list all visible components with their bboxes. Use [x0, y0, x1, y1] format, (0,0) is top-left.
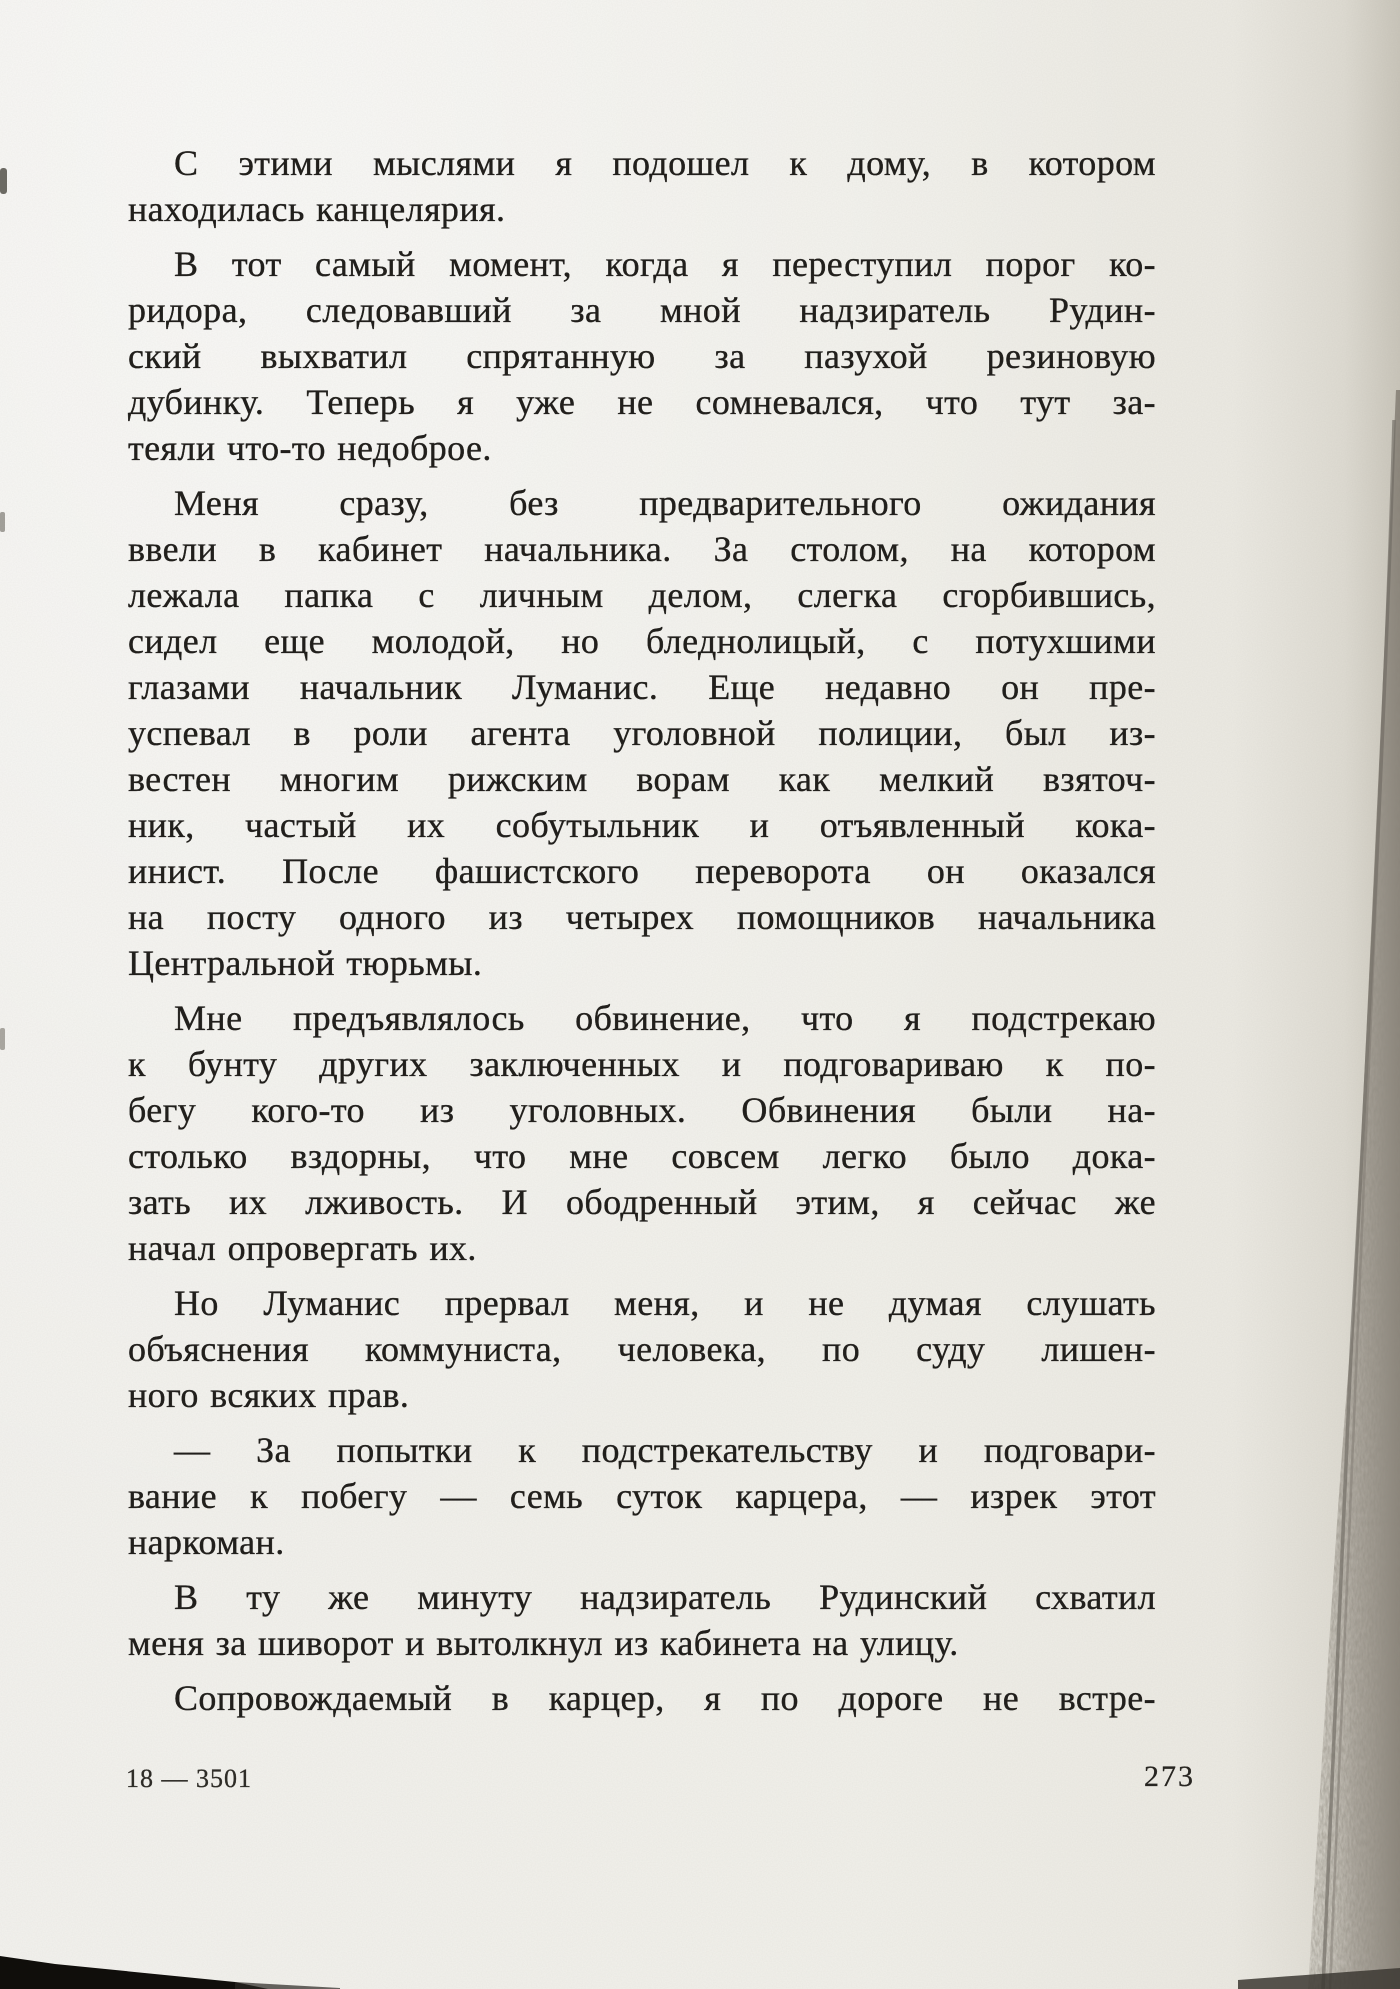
dark-corner-bottom-left — [0, 1956, 268, 1989]
text-line: В тот самый момент, когда я переступил порог ко- — [174, 244, 1156, 284]
text-line: Центральной тюрьмы. — [128, 943, 483, 983]
text-line: ник, частый их собутыльник и отъявленный кока- — [128, 805, 1156, 845]
text-line: В ту же минуту надзиратель Рудинский схватил — [174, 1577, 1156, 1617]
text-line: ский выхватил спрятанную за пазухой резиновую — [128, 336, 1156, 376]
paragraph — [128, 1280, 1156, 1418]
text-line: дубинку. Теперь я уже не сомневался, что тут за- — [128, 382, 1156, 422]
paragraph — [128, 480, 1156, 986]
paragraph — [128, 1427, 1156, 1565]
bottom-right-edge-shadow — [1238, 1968, 1400, 1989]
text-line: вание к побегу — семь суток карцера, — изрек этот — [128, 1476, 1156, 1516]
text-line: начал опровергать их. — [128, 1228, 477, 1268]
left-edge-speck — [0, 512, 5, 532]
page-number: 273 — [1144, 1760, 1195, 1793]
text-line: ридора, следовавший за мной надзиратель Рудин- — [128, 290, 1156, 330]
text-line: глазами начальник Луманис. Еще недавно он пре- — [128, 667, 1156, 707]
paragraph — [128, 1675, 1156, 1721]
page-text — [128, 140, 1156, 1721]
text-line: объяснения коммуниста, человека, по суду лишен- — [128, 1329, 1156, 1369]
bottom-edge-smudge — [235, 1982, 340, 1989]
text-line: ввели в кабинет начальника. За столом, на котором — [128, 529, 1156, 569]
text-line: столько вздорны, что мне совсем легко было дока- — [128, 1136, 1156, 1176]
left-edge-speck — [0, 168, 7, 194]
text-line: Но Луманис прервал меня, и не думая слушать — [174, 1283, 1156, 1323]
text-line: меня за шиворот и вытолкнул из кабинета на улицу. — [128, 1623, 959, 1663]
book-edge-texture — [1270, 380, 1400, 1989]
paragraph — [128, 1574, 1156, 1666]
paragraph — [128, 995, 1156, 1271]
text-line: ного всяких прав. — [128, 1375, 410, 1415]
left-edge-speck — [0, 1028, 5, 1050]
paragraph — [128, 241, 1156, 471]
text-line: зать их лживость. И ободренный этим, я сейчас же — [128, 1182, 1156, 1222]
text-line: на посту одного из четырех помощников начальника — [128, 897, 1156, 937]
text-line: С этими мыслями я подошел к дому, в котором — [174, 143, 1156, 183]
text-line: успевал в роли агента уголовной полиции, был из- — [128, 713, 1156, 753]
text-line: инист. После фашистского переворота он оказался — [128, 851, 1156, 891]
page-edge-line — [1323, 420, 1394, 1989]
text-line: теяли что-то недоброе. — [128, 428, 492, 468]
print-run-code: 18 — 3501 — [126, 1764, 252, 1793]
text-line: лежала папка с личным делом, слегка сгорбившись, — [128, 575, 1156, 615]
paragraph — [128, 140, 1156, 232]
text-line: наркоман. — [128, 1522, 285, 1562]
text-line: вестен многим рижским ворам как мелкий взяточ- — [128, 759, 1156, 799]
text-line: бегу кого-то из уголовных. Обвинения были на- — [128, 1090, 1156, 1130]
text-line: сидел еще молодой, но бледнолицый, с потухшими — [128, 621, 1156, 661]
text-line: — За попытки к подстрекательству и подговари- — [174, 1430, 1156, 1470]
text-line: Мне предъявлялось обвинение, что я подстрекаю — [174, 998, 1156, 1038]
text-line: Меня сразу, без предварительного ожидания — [174, 483, 1156, 523]
book-edge-shadow — [1308, 390, 1400, 1989]
page-edge-line-2 — [1330, 660, 1386, 1989]
text-line: находилась канцелярия. — [128, 189, 506, 229]
text-line: к бунту других заключенных и подговариваю к по- — [128, 1044, 1156, 1084]
text-line: Сопровождаемый в карцер, я по дороге не встре- — [174, 1678, 1156, 1718]
